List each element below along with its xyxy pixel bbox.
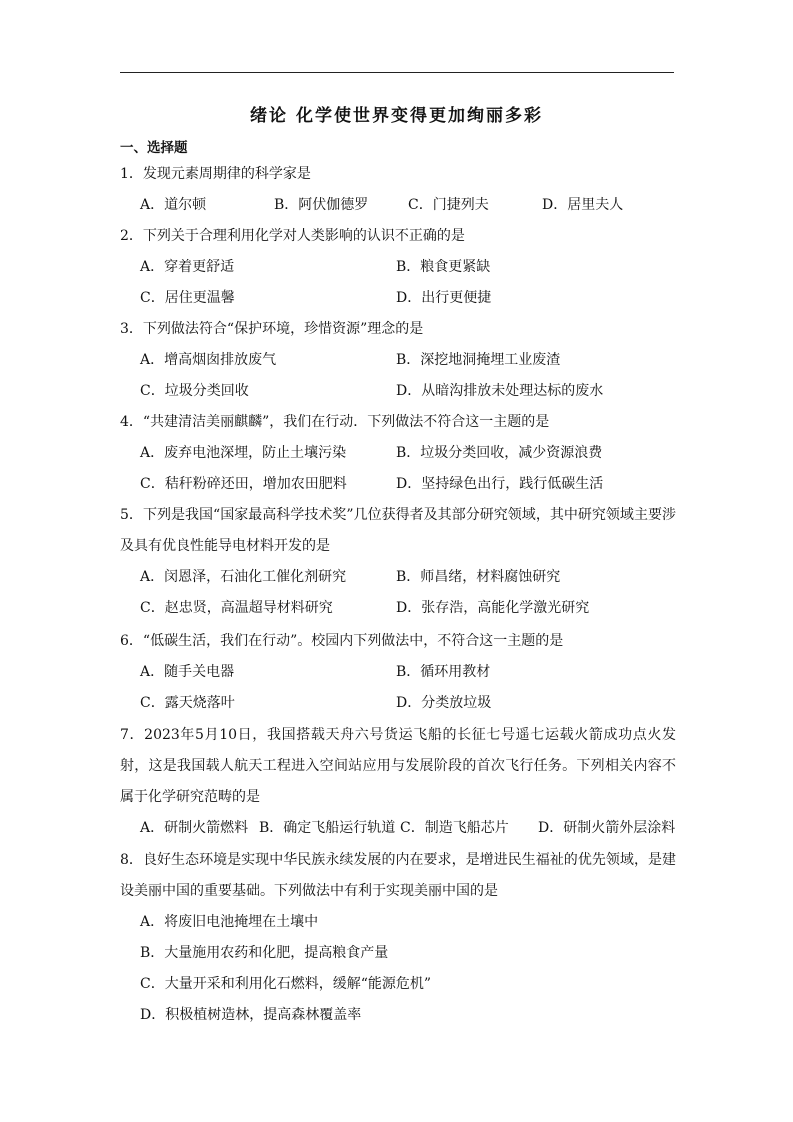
option-d: D．研制火箭外层涂料 bbox=[538, 820, 676, 836]
option-d: D．从暗沟排放未处理达标的废水 bbox=[396, 383, 604, 399]
option-a: A．将废旧电池掩埋在土壤中 bbox=[140, 914, 319, 930]
option-c: C．门捷列夫 bbox=[408, 197, 489, 213]
question-stem: 7．2023年5月10日，我国搭载天舟六号货运飞船的长征七号遥七运载火箭成功点火发射，这是我国载人航天工程进入空间站应用与发展阶段的首次飞行任务。下列相关内容不属于化学研究范畴的是 bbox=[120, 727, 676, 805]
option-c: C．秸秆粉碎还田，增加农田肥料 bbox=[140, 476, 347, 492]
option-a: A．道尔顿 bbox=[140, 197, 207, 213]
options-row bbox=[120, 376, 676, 407]
option-a: A．穿着更舒适 bbox=[140, 259, 235, 275]
option-b: B．粮食更紧缺 bbox=[396, 259, 491, 275]
options-row bbox=[120, 593, 676, 624]
option-c: C．垃圾分类回收 bbox=[140, 383, 249, 399]
option-d: D．分类放垃圾 bbox=[396, 695, 492, 711]
option-d: D．居里夫人 bbox=[542, 197, 624, 213]
option-a: A．闵恩泽，石油化工催化剂研究 bbox=[140, 569, 347, 585]
option-b: B．大量施用农药和化肥，提高粮食产量 bbox=[140, 945, 389, 961]
option-b: B．阿伏伽德罗 bbox=[274, 197, 369, 213]
question-1 bbox=[120, 159, 676, 221]
question-3 bbox=[120, 314, 676, 407]
option-c: C．大量开采和利用化石燃料，缓解“能源危机” bbox=[140, 976, 432, 992]
option-a: A．研制火箭燃料 bbox=[140, 820, 249, 836]
options-row bbox=[120, 345, 676, 376]
question-stem: 5．下列是我国“国家最高科学技术奖”几位获得者及其部分研究领域，其中研究领域主要涉及具有优良性能导电材料开发的是 bbox=[120, 507, 676, 554]
question-8 bbox=[120, 845, 676, 1031]
question-7 bbox=[120, 720, 676, 844]
option-b: B．深挖地洞掩埋工业废渣 bbox=[396, 352, 561, 368]
option-c: C．露天烧落叶 bbox=[140, 695, 235, 711]
question-6 bbox=[120, 626, 676, 719]
option-b: B．确定飞船运行轨道 bbox=[259, 820, 396, 836]
options-row bbox=[120, 283, 676, 314]
options-row bbox=[120, 813, 676, 844]
option-b: B．循环用教材 bbox=[396, 664, 491, 680]
option-d: D．出行更便捷 bbox=[396, 290, 492, 306]
option-b: B．垃圾分类回收，减少资源浪费 bbox=[396, 445, 603, 461]
question-stem: 3．下列做法符合“保护环境，珍惜资源”理念的是 bbox=[120, 321, 424, 337]
options-row bbox=[120, 438, 676, 469]
option-b: B．师昌绪，材料腐蚀研究 bbox=[396, 569, 561, 585]
question-stem: 8．良好生态环境是实现中华民族永续发展的内在要求，是增进民生福祉的优先领域，是建设美丽中国的重要基础。下列做法中有利于实现美丽中国的是 bbox=[120, 852, 676, 899]
question-4 bbox=[120, 407, 676, 500]
option-a: A．增高烟囱排放废气 bbox=[140, 352, 277, 368]
question-stem: 4．“共建清洁美丽麒麟”，我们在行动．下列做法不符合这一主题的是 bbox=[120, 414, 550, 430]
option-c: C．赵忠贤，高温超导材料研究 bbox=[140, 600, 333, 616]
options-row bbox=[120, 688, 676, 719]
option-c: C．居住更温馨 bbox=[140, 290, 235, 306]
options-row bbox=[120, 562, 676, 593]
option-d: D．积极植树造林，提高森林覆盖率 bbox=[140, 1007, 362, 1023]
options-row bbox=[120, 252, 676, 283]
question-2 bbox=[120, 221, 676, 314]
question-stem: 6．“低碳生活，我们在行动”。校园内下列做法中，不符合这一主题的是 bbox=[120, 633, 564, 649]
option-a: A．随手关电器 bbox=[140, 664, 235, 680]
options-row bbox=[120, 469, 676, 500]
page-title: 绪论 化学使世界变得更加绚丽多彩 bbox=[250, 106, 543, 126]
section-heading: 一、选择题 bbox=[120, 140, 188, 156]
options-row bbox=[120, 657, 676, 688]
option-d: D．张存浩，高能化学激光研究 bbox=[396, 600, 590, 616]
option-d: D．坚持绿色出行，践行低碳生活 bbox=[396, 476, 604, 492]
option-a: A．废弃电池深埋，防止土壤污染 bbox=[140, 445, 347, 461]
question-5 bbox=[120, 500, 676, 624]
option-c: C．制造飞船芯片 bbox=[400, 820, 509, 836]
question-stem: 1．发现元素周期律的科学家是 bbox=[120, 166, 311, 182]
options-row bbox=[120, 190, 676, 221]
header-rule bbox=[120, 72, 674, 73]
question-stem: 2．下列关于合理利用化学对人类影响的认识不正确的是 bbox=[120, 228, 465, 244]
